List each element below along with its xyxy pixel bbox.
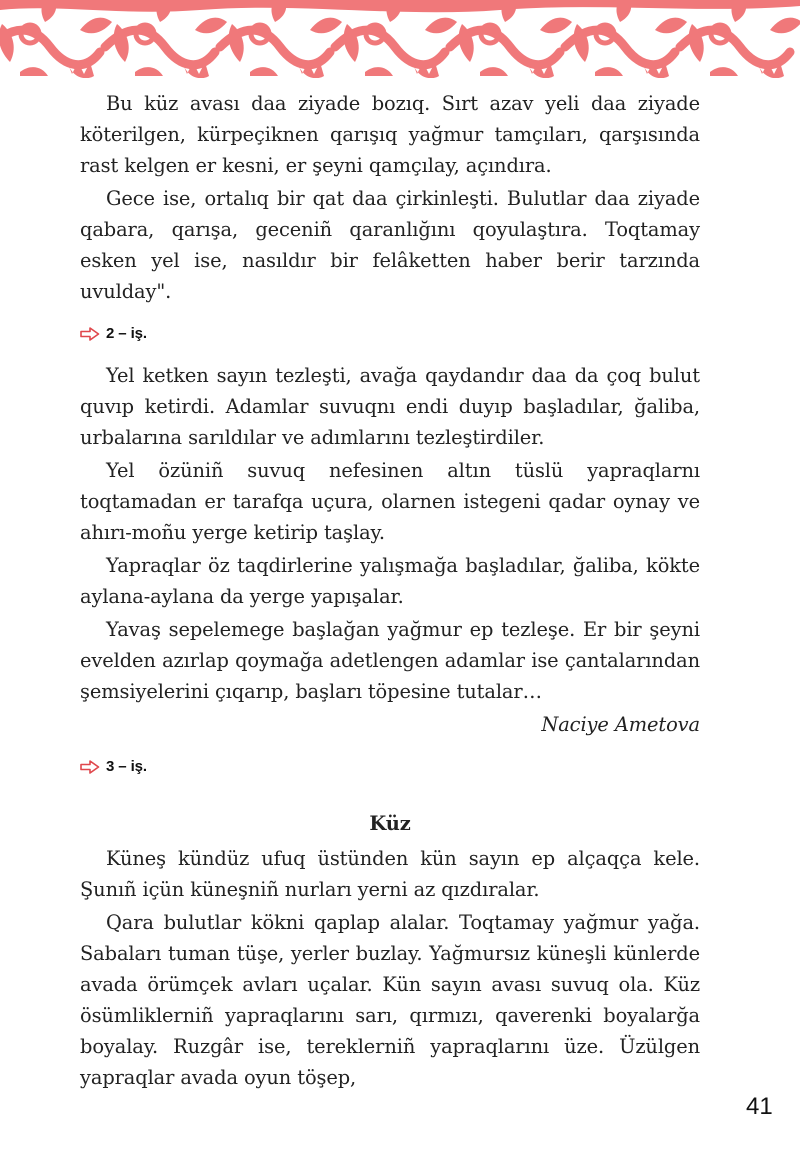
page-content (80, 88, 700, 1095)
paragraph: Yel ketken sayın tezleşti, avağa qaydandır daa da çoq bulut quvıp ketirdi. Adamlar suvuqnı endi duyıp başladılar, ğaliba, urbalarına sarıldılar ve adımlarını tezleştirdiler. (80, 364, 700, 449)
story-title: Küz (369, 812, 411, 835)
author-name: Naciye Ametova (541, 713, 700, 736)
paragraph: Yapraqlar öz taqdirlerine yalışmağa başladılar, ğaliba, kökte aylana-aylana da yerge yapışalar. (80, 554, 700, 608)
page-number: 41 (746, 1093, 773, 1120)
task-3-label: 3 – iş. (106, 758, 147, 775)
arrow-right-icon (80, 327, 100, 341)
paragraph: Yel özüniñ suvuq nefesinen altın tüslü yapraqlarnı toqtamadan er tarafqa uçura, olarnen istegeni qadar oynay ve ahırı-moñu yerge ketirip taşlay. (80, 459, 700, 544)
task-2-label: 2 – iş. (106, 325, 147, 342)
paragraph: Gece ise, ortalıq bir qat daa çirkinleşti. Bulutlar daa ziyade qabara, qarışa, geceniñ qaranlığını qoyulaştıra. Toqtamay esken yel ise, nasıldır bir felâketten haber berir tarzında uvulday". (80, 187, 700, 303)
task-3-heading (80, 751, 700, 782)
floral-ornament-icon (0, 0, 800, 78)
paragraph: Qara bulutlar kökni qaplap alalar. Toqtamay yağmur yağa. Sabaları tuman tüşe, yerler buzlay. Yağmursız küneşli künlerde avada örümçek avları uçalar. Kün sayın avası suvuq ola. Küz ösümliklerniñ yapraqlarını sarı, qırmızı, qaverenki boyalarğa boyalay. Ruzgâr ise, tereklerniñ yapraqlarını üze. Üzülgen yapraqlar avada oyun töşep, (80, 911, 700, 1089)
arrow-right-icon (80, 760, 100, 774)
paragraph: Bu küz avası daa ziyade bozıq. Sırt azav yeli daa ziyade köterilgen, kürpeçiknen qarışıq yağmur tamçıları, qarşısında rast kelgen er kesni, er şeyni qamçılay, açındıra. (80, 92, 700, 177)
task-2-heading (80, 318, 700, 349)
paragraph: Küneş kündüz ufuq üstünden kün sayın ep alçaqça kele. Şunıñ içün küneşniñ nurları yerni az qızdıralar. (80, 847, 700, 901)
paragraph: Yavaş sepelemege başlağan yağmur ep tezleşe. Er bir şeyni evelden azırlap qoymağa adetlengen adamlar ise çantalarından şemsiyelerini çıqarıp, başları töpesine tutalar… (80, 618, 700, 703)
